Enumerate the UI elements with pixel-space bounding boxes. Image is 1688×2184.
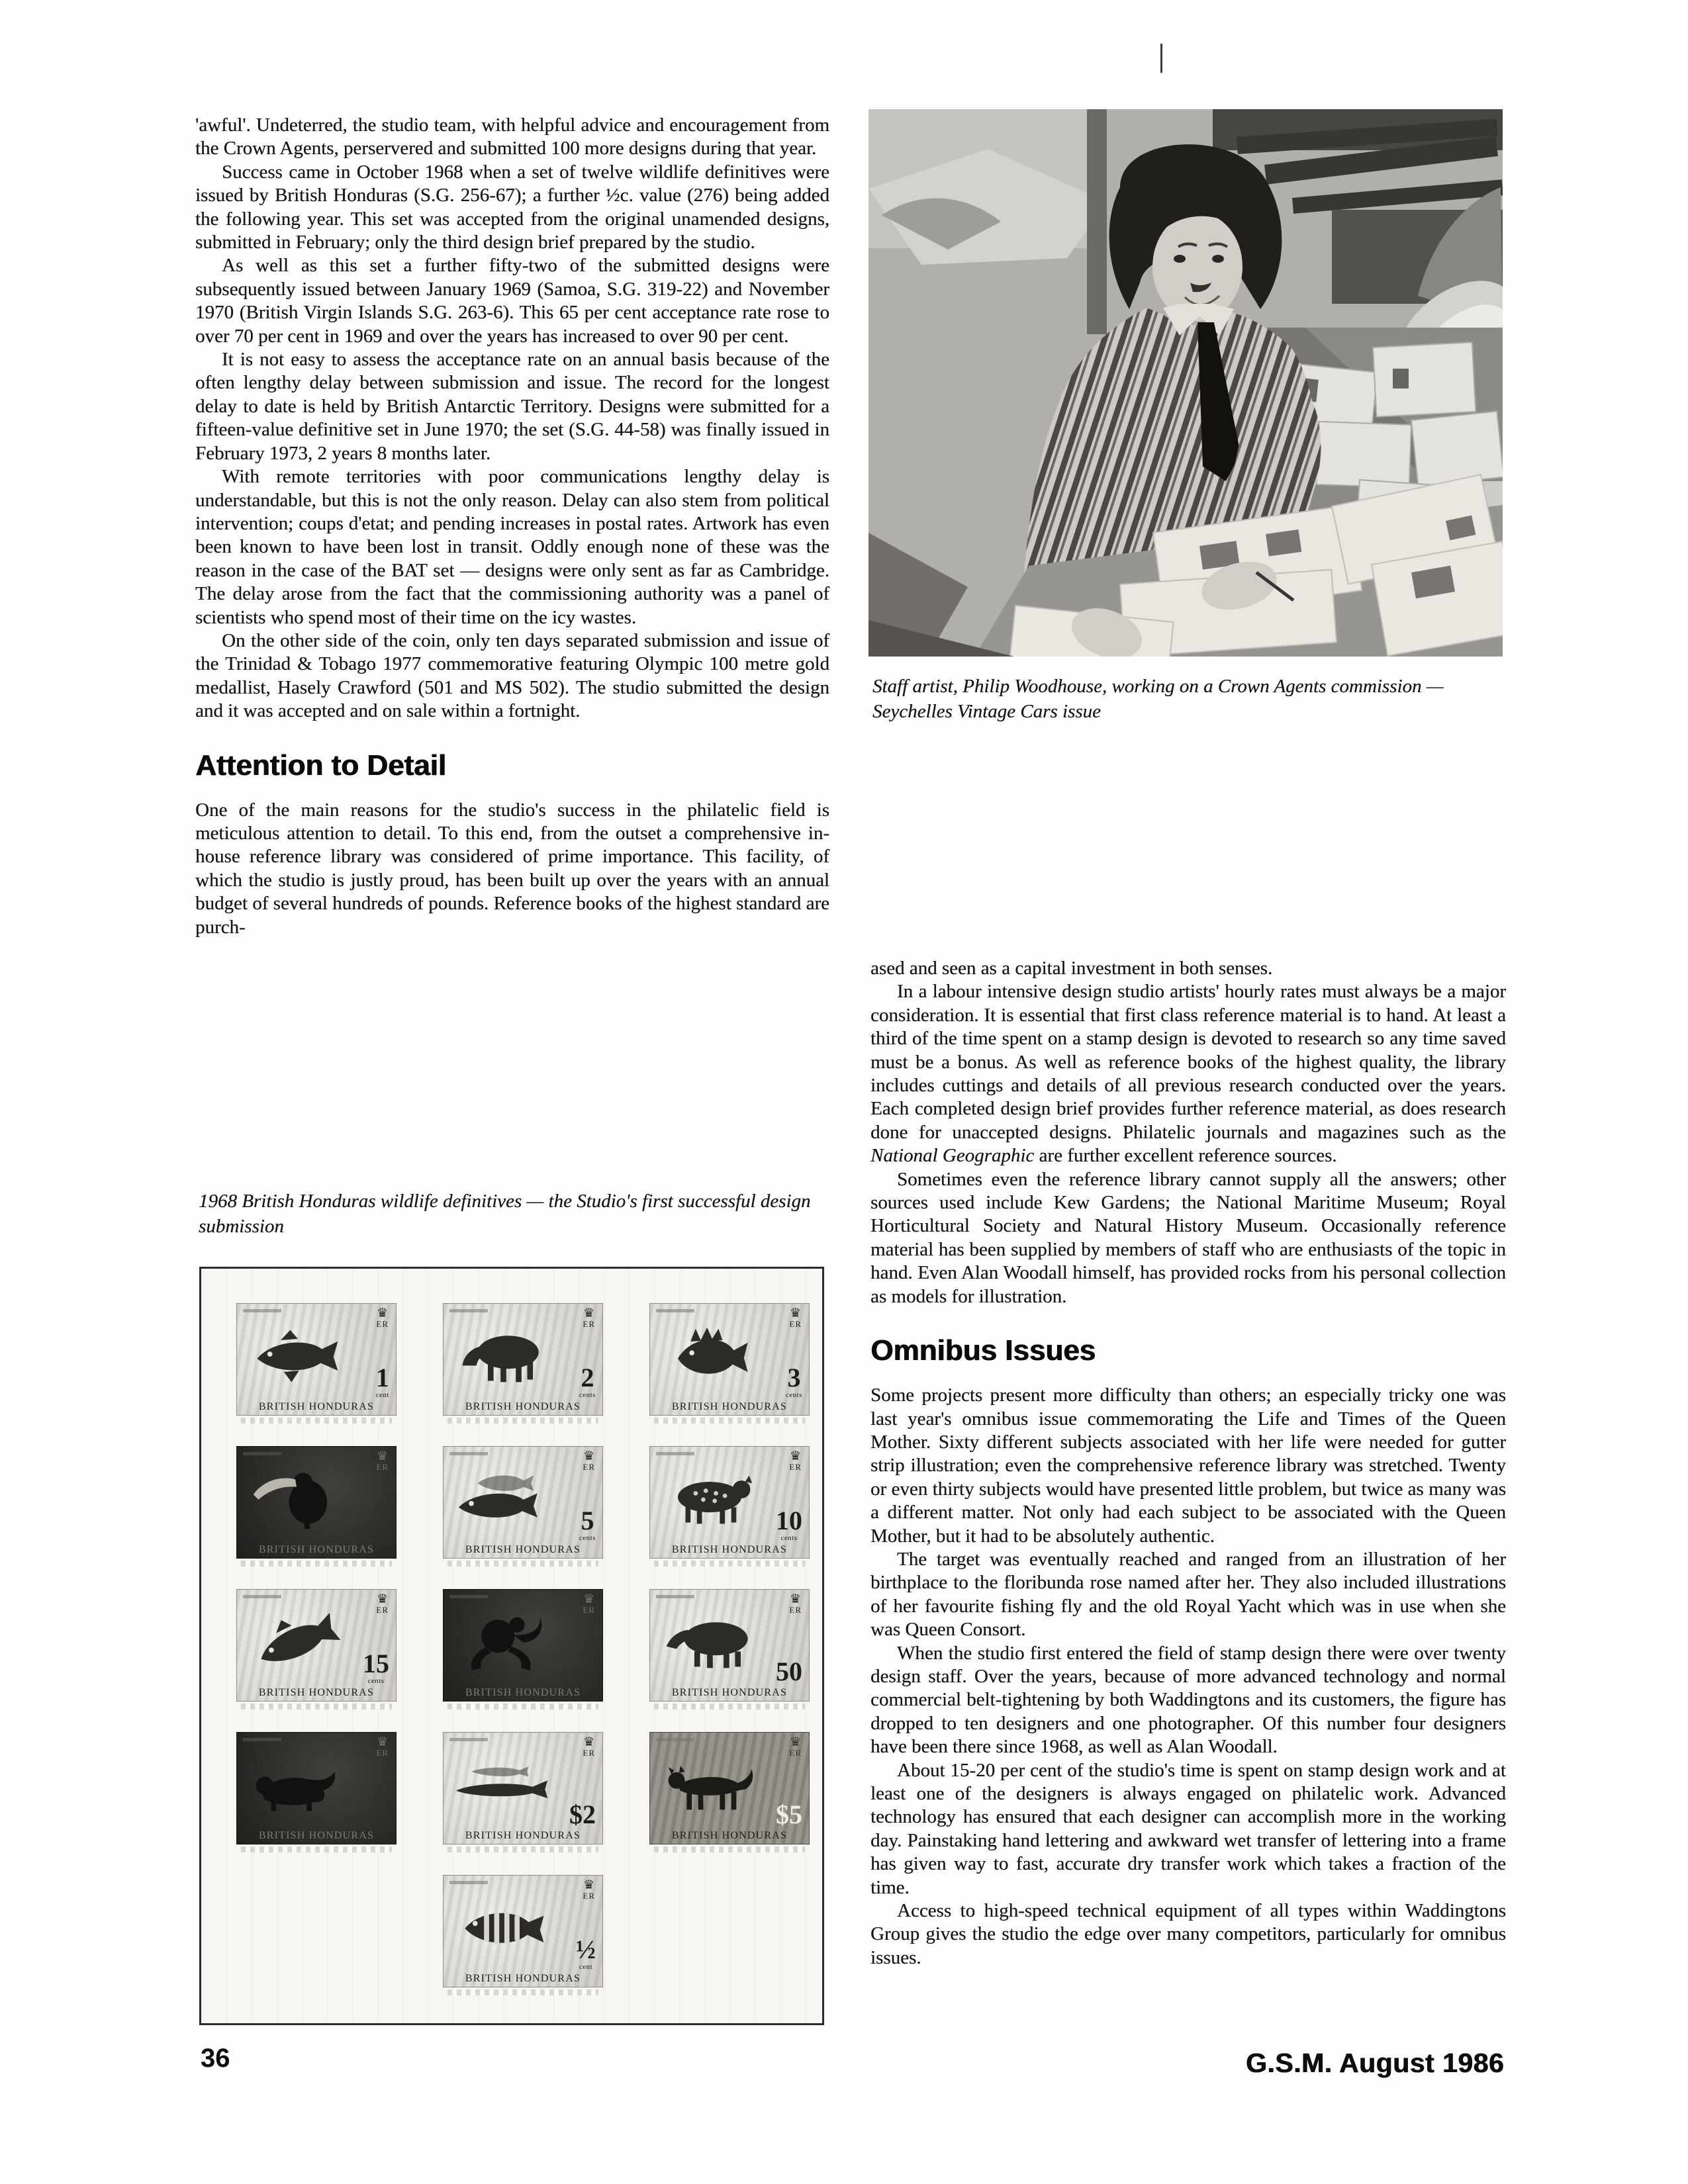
stamp (646, 1589, 813, 1709)
stamp-value: 50 (776, 1657, 802, 1686)
stamp-value: 1 cent (375, 1363, 389, 1399)
fish-icon (451, 1467, 555, 1530)
stamp (646, 1732, 813, 1852)
species-name-smudge (449, 1881, 488, 1884)
stamp-country-label: BRITISH HONDURAS (258, 1687, 375, 1698)
stamp-value: $5 (776, 1799, 802, 1829)
species-name-smudge (243, 1738, 281, 1741)
crown-er-icon: ♛ ER (376, 1735, 389, 1758)
fish-icon (245, 1324, 348, 1387)
crown-er-icon: ♛ ER (583, 1306, 595, 1329)
paragraph: Success came in October 1968 when a set of twelve wildlife definitives were issued by British Honduras (S.G. 256-67); a further ½c. value (276) being added the following year. This set was accepted from the original unamended designs, submitted in February; only the third design brief prepared by the studio. (195, 161, 829, 253)
stamp (646, 1303, 813, 1424)
staff-artist-photo (868, 109, 1503, 657)
stamp (440, 1732, 606, 1852)
crown-er-icon: ♛ ER (376, 1592, 389, 1615)
paca-icon (658, 1467, 761, 1530)
stamp-value: 10 cents (776, 1506, 802, 1542)
species-name-smudge (449, 1452, 488, 1455)
species-name-smudge (656, 1309, 694, 1312)
perforation-strip (241, 1704, 392, 1709)
photo-illustration (868, 109, 1503, 657)
paragraph: When the studio first entered the field of stamp design there were over twenty design staff. Over the years, because of more advanced technology and normal commercial belt-tightening by both Waddingtons and its customers, the figure has dropped to ten designers and one photographer. Of this number four designers have been there since 1968, as well as Alan Woodall. (870, 1642, 1506, 1758)
toucan-icon (245, 1467, 348, 1530)
species-name-smudge (243, 1309, 281, 1312)
species-name-smudge (656, 1595, 694, 1598)
paragraph: The target was eventually reached and ranged from an illustration of her birthplace to the floribunda rose named after her. They also included illustrations of her favourite fishing fly and the old Royal Yacht which was in use when she was Queen Consort. (870, 1548, 1506, 1641)
stamp-sheet-caption: 1968 British Honduras wildlife definitives — the Studio's first successful design submission (199, 1191, 811, 1237)
stamp (440, 1875, 606, 1995)
species-name-smudge (243, 1595, 281, 1598)
stamp-country-label: BRITISH HONDURAS (258, 1401, 375, 1412)
species-name-smudge (243, 1452, 281, 1455)
stamp-country-label: BRITISH HONDURAS (465, 1401, 581, 1412)
crown-er-icon: ♛ ER (583, 1735, 595, 1758)
crown-er-icon: ♛ ER (583, 1449, 595, 1472)
stamp (233, 1732, 400, 1852)
paragraph: On the other side of the coin, only ten days separated submission and issue of the Trinidad & Tobago 1977 commemorative featuring Olympic 100 metre gold medallist, Hasely Crawford (501 and MS 502). The studio submitted the design and it was accepted and on sale within a fortnight. (195, 629, 829, 722)
paragraph: One of the main reasons for the studio's success in the philatelic field is meticulous attention to detail. To this end, from the outset a comprehensive in-house reference library was considered of prime importance. This facility, of which the studio is justly proud, has been built up over the years with an annual budget of several hundreds of pounds. Reference books of the highest standard are purch- (195, 799, 829, 938)
crown-er-icon: ♛ ER (583, 1592, 595, 1615)
stamp-row (233, 1732, 813, 1852)
right-column (870, 957, 1506, 1970)
stamp-country-label: BRITISH HONDURAS (258, 1544, 375, 1555)
paragraph: Some projects present more difficulty than others; an especially tricky one was last year's omnibus issue commemorating the Life and Times of the Queen Mother. Sixty different subjects associated with her life were needed for gutter strip illustration; even the comprehensive reference library was stretched. Twenty or even thirty subjects would have presented little problem, but twice as many was a different matter. Not only had each subject to be associated with the Queen Mother, but it had to be absolutely authentic. (870, 1385, 1506, 1547)
journal-footer: G.S.M. August 1986 (1245, 2048, 1504, 2078)
puma-icon (658, 1752, 761, 1816)
perforation-strip (241, 1418, 392, 1424)
paragraph-text: In a labour intensive design studio artists' hourly rates must always be a major consideration. It is essential that first class reference material is to hand. At least a third of the time spent on a stamp design is devoted to research so any time saved must be a bonus. As well as reference books of the highest quality, the library includes cuttings and details of all previous research conducted over the years. Each completed design brief provides further reference material, as does research done for unaccepted designs. Philatelic journals and magazines such as the (870, 981, 1506, 1143)
stamp-value: 5 cents (579, 1506, 596, 1542)
stamp-country-label: BRITISH HONDURAS (465, 1687, 581, 1698)
section-heading-omnibus-issues: Omnibus Issues (870, 1334, 1096, 1367)
perforation-strip (654, 1846, 805, 1852)
crown-er-icon: ♛ ER (789, 1449, 802, 1472)
stamp (646, 1446, 813, 1567)
stamp-row (233, 1446, 813, 1567)
paragraph: Sometimes even the reference library cannot supply all the answers; other sources used include Kew Gardens; the National Maritime Museum; Royal Horticultural Society and Natural History Museum. Occasionally reference material has been supplied by members of staff who are enthusiasts of the topic in hand. Even Alan Woodall himself, has provided rocks from his personal collection as models for illustration. (870, 1168, 1506, 1307)
stamp-value: 3 cents (785, 1363, 802, 1399)
stamp (440, 1589, 606, 1709)
stamp-country-label: BRITISH HONDURAS (671, 1687, 788, 1698)
paragraph: ased and seen as a capital investment in both senses. (870, 958, 1273, 979)
left-column (195, 114, 829, 939)
crown-er-icon: ♛ ER (789, 1735, 802, 1758)
stamp-value: 15 cents (363, 1649, 389, 1685)
barracuda-icon (451, 1752, 555, 1816)
stamp-row (233, 1589, 813, 1709)
jaguar-icon (245, 1752, 348, 1816)
fish-icon (245, 1610, 348, 1673)
stamp (233, 1446, 400, 1567)
stamp (440, 1303, 606, 1424)
monkey-icon (451, 1610, 555, 1673)
perforation-strip (241, 1846, 392, 1852)
crown-er-icon: ♛ ER (789, 1306, 802, 1329)
fish-icon (658, 1324, 761, 1387)
perforation-strip (447, 1989, 598, 1995)
stamp (233, 1589, 400, 1709)
stamp-value: ½ cent (576, 1934, 596, 1971)
species-name-smudge (449, 1309, 488, 1312)
photo-caption: Staff artist, Philip Woodhouse, working on a Crown Agents commission — Seychelles Vintage Cars issue (872, 676, 1444, 722)
section-heading-attention-to-detail: Attention to Detail (195, 749, 446, 782)
perforation-strip (654, 1561, 805, 1567)
species-name-smudge (449, 1595, 488, 1598)
perforation-strip (447, 1418, 598, 1424)
crown-er-icon: ♛ ER (376, 1306, 389, 1329)
paragraph: With remote territories with poor communications lengthy delay is understandable, but this is not the only reason. Delay can also stem from political intervention; coups d'etat; and pending increases in postal rates. Artwork has even been known to have been lost in transit. Oddly enough none of these was the reason in the case of the BAT set — designs were only sent as far as Cambridge. The delay arose from the fact that the commissioning authority was a panel of scientists who spend most of their time on the icy wastes. (195, 466, 829, 628)
species-name-smudge (449, 1738, 488, 1741)
paragraph: As well as this set a further fifty-two of the submitted designs were subsequently issued between January 1969 (Samoa, S.G. 319-22) and November 1970 (British Virgin Islands S.G. 263-6). This 65 per cent acceptance rate rose to over 70 per cent in 1969 and over the years has increased to over 90 per cent. (195, 255, 829, 347)
species-name-smudge (656, 1738, 694, 1741)
tapir-icon (658, 1610, 761, 1673)
stamp-country-label: BRITISH HONDURAS (671, 1830, 788, 1841)
perforation-strip (447, 1704, 598, 1709)
striped-fish-icon (451, 1895, 555, 1959)
perforation-strip (654, 1704, 805, 1709)
species-name-smudge (656, 1452, 694, 1455)
stamp-country-label: BRITISH HONDURAS (465, 1830, 581, 1841)
paragraph-text: are further excellent reference sources. (1034, 1145, 1337, 1167)
paragraph (870, 980, 1506, 1167)
paragraph: About 15-20 per cent of the studio's time is spent on stamp design work and at least one of the designers is always engaged on philatelic work. Advanced technology has ensured that each designer can accomplish more in the working day. Painstaking hand lettering and awkward wet transfer of lettering into a frame has given way to fast, accurate dry transfer work which takes a fraction of the time. (870, 1759, 1506, 1898)
perforation-strip (447, 1846, 598, 1852)
crown-er-icon: ♛ ER (583, 1878, 595, 1901)
stamp-sheet (199, 1267, 824, 2025)
stamp-country-label: BRITISH HONDURAS (671, 1401, 788, 1412)
stamp (233, 1303, 400, 1424)
page-number: 36 (201, 2044, 230, 2073)
crown-er-icon: ♛ ER (376, 1449, 389, 1472)
crown-er-icon: ♛ ER (789, 1592, 802, 1615)
peccary-icon (451, 1324, 555, 1387)
stamp-row (233, 1303, 813, 1424)
perforation-strip (241, 1561, 392, 1567)
stamp-country-label: BRITISH HONDURAS (465, 1973, 581, 1984)
stamp (440, 1446, 606, 1567)
stamp-country-label: BRITISH HONDURAS (671, 1544, 788, 1555)
paragraph: Access to high-speed technical equipment of all types within Waddingtons Group gives the studio the edge over many competitors, particularly for omnibus issues. (870, 1900, 1506, 1968)
perforation-strip (447, 1561, 598, 1567)
stamp-value: $2 (569, 1799, 596, 1829)
stamp-country-label: BRITISH HONDURAS (258, 1830, 375, 1841)
perforation-strip (654, 1418, 805, 1424)
stamp-country-label: BRITISH HONDURAS (465, 1544, 581, 1555)
paragraph: It is not easy to assess the acceptance rate on an annual basis because of the often lengthy delay between submission and issue. The record for the longest delay to date is held by British Antarctic Territory. Designs were submitted for a fifteen-value definitive set in June 1970; the set (S.G. 44-58) was finally issued in February 1973, 2 years 8 months later. (195, 349, 829, 464)
registration-mark (1160, 44, 1162, 73)
italic-journal-title: National Geographic (870, 1145, 1035, 1167)
stamp-row (233, 1875, 813, 1995)
paragraph: 'awful'. Undeterred, the studio team, with helpful advice and encouragement from the Crown Agents, perservered and submitted 100 more designs during that year. (195, 114, 829, 159)
stamp-value: 2 cents (579, 1363, 596, 1399)
